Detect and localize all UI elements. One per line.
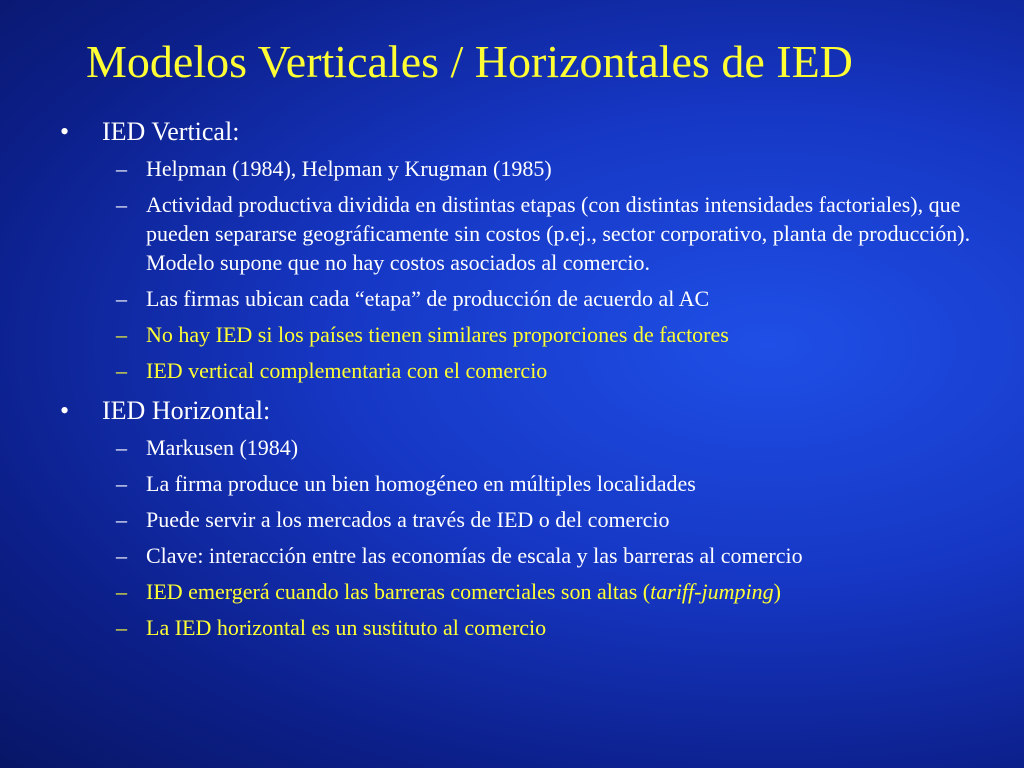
dash-icon: – [116,615,127,640]
list-item [60,190,990,277]
dash-icon: – [116,471,127,496]
list-item-text: Helpman (1984), Helpman y Krugman (1985) [146,156,552,181]
list-item [60,154,990,183]
list-item-text: Actividad productiva dividida en distintas etapas (con distintas intensidades factoriales), que pueden separarse geográficamente sin costos (p.ej., sector corporativo, planta de producción). Modelo supone que no hay costos asociados al comercio. [146,192,971,275]
section-heading-text: IED Horizontal: [102,396,271,425]
list-item [60,284,990,313]
dash-icon: – [116,322,127,347]
section-heading-text: IED Vertical: [102,117,240,146]
list-item-text: Clave: interacción entre las economías de escala y las barreras al comercio [146,543,803,568]
dash-icon: – [116,192,127,217]
sub-list [60,433,990,642]
list-item-text-after: ) [773,579,781,604]
list-item-highlighted [60,577,990,606]
list-item-text: Las firmas ubican cada “etapa” de producción de acuerdo al AC [146,286,710,311]
slide-title: Modelos Verticales / Horizontales de IED [86,36,853,87]
section-heading [60,116,990,148]
list-item-highlighted [60,356,990,385]
list-item-text-italic: tariff-jumping [650,579,774,604]
list-item-text: Markusen (1984) [146,435,299,460]
list-item [60,469,990,498]
section-horizontal [60,395,990,642]
section-heading [60,395,990,427]
slide-content [60,116,990,652]
dash-icon: – [116,543,127,568]
list-item-highlighted [60,320,990,349]
dash-icon: – [116,286,127,311]
dash-icon: – [116,507,127,532]
bullet-icon: • [60,117,70,146]
list-item-text: IED vertical complementaria con el comercio [146,358,548,383]
sub-list [60,154,990,385]
list-item-text: La IED horizontal es un sustituto al comercio [146,615,547,640]
list-item [60,433,990,462]
dash-icon: – [116,435,127,460]
dash-icon: – [116,579,127,604]
list-item [60,541,990,570]
list-item-text-before: IED emergerá cuando las barreras comerciales son altas ( [146,579,651,604]
dash-icon: – [116,156,127,181]
list-item-highlighted [60,613,990,642]
dash-icon: – [116,358,127,383]
list-item-text: Puede servir a los mercados a través de IED o del comercio [146,507,670,532]
list-item-text: La firma produce un bien homogéneo en múltiples localidades [146,471,696,496]
list-item-text: No hay IED si los países tienen similares proporciones de factores [146,322,729,347]
bullet-icon: • [60,396,70,425]
section-vertical [60,116,990,385]
list-item [60,505,990,534]
